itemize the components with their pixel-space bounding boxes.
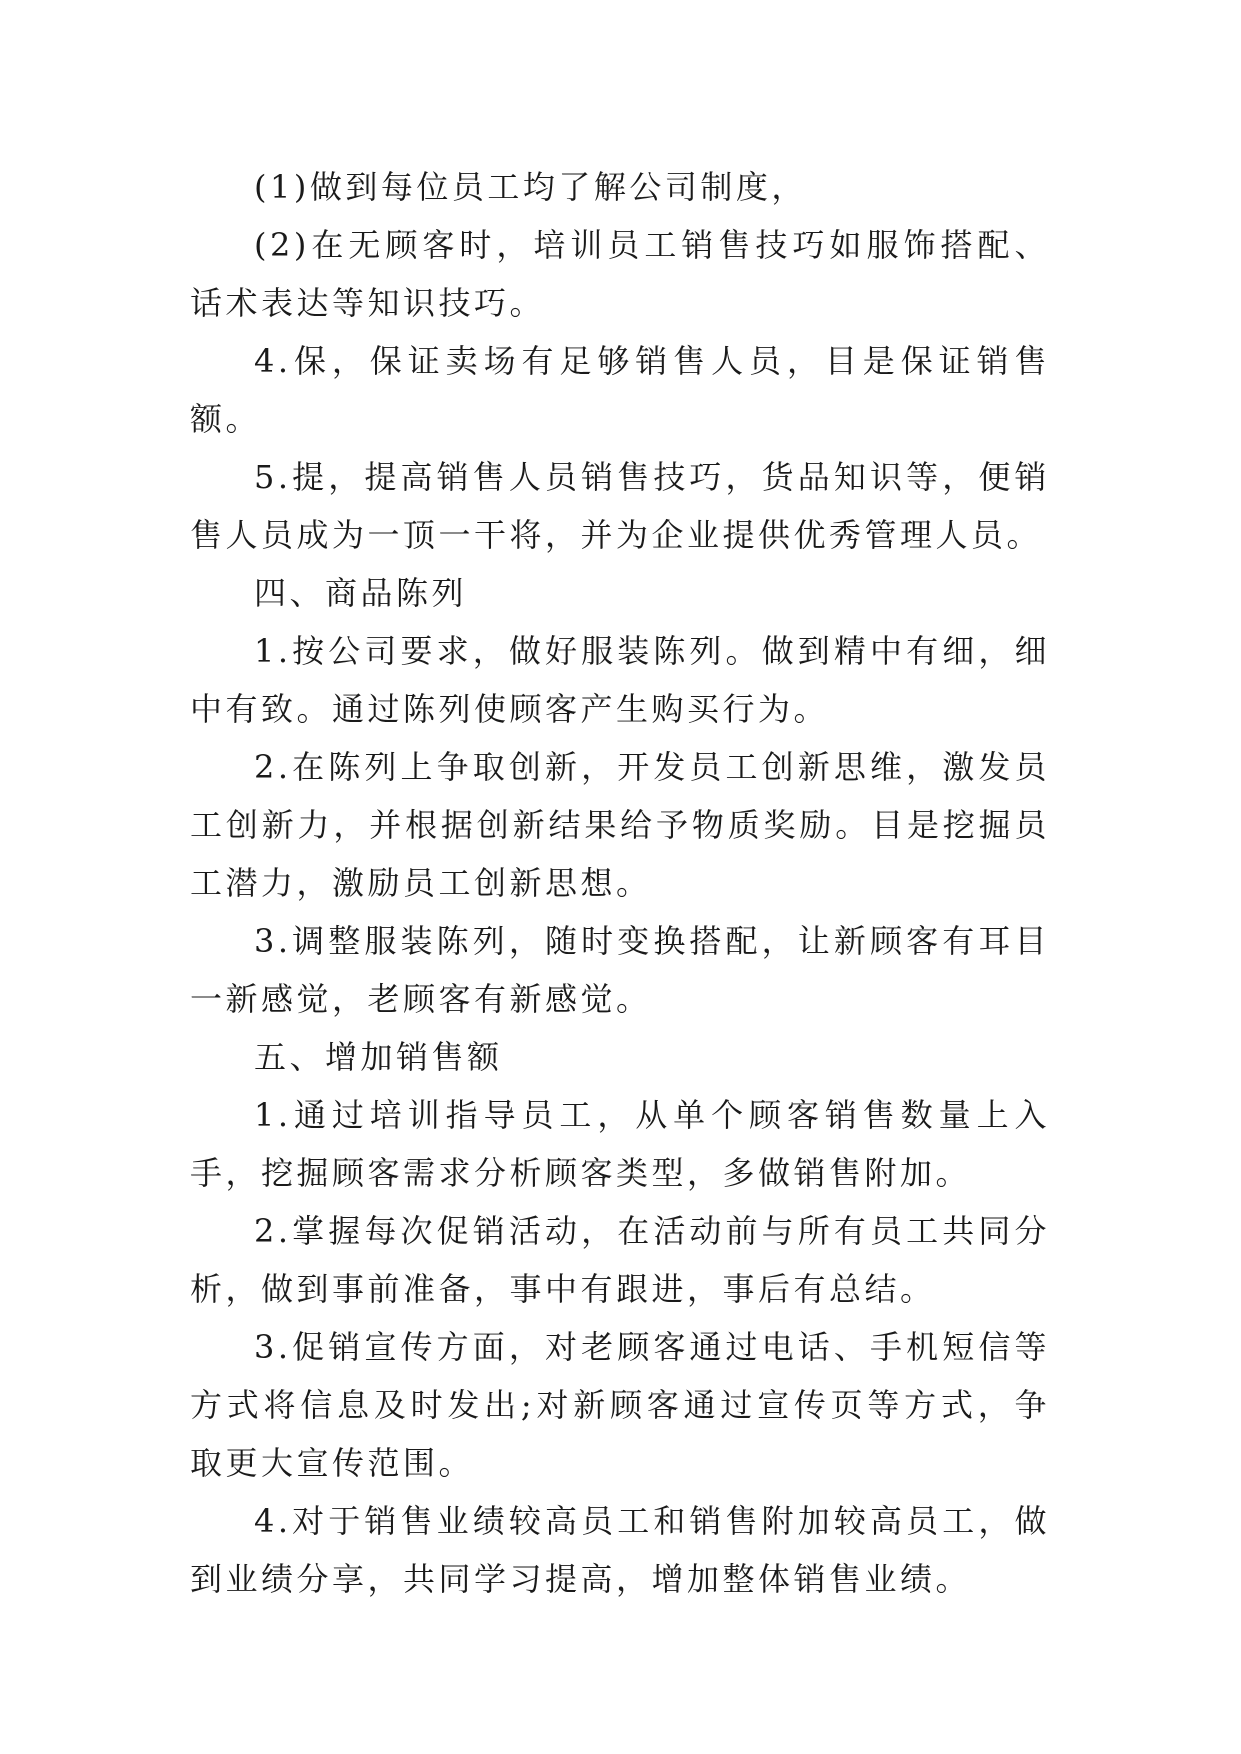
paragraph-1: (1)做到每位员工均了解公司制度， — [254, 168, 807, 206]
paragraph-7: 3.调整服装陈列，随时变换搭配，让新顾客有耳目一新感觉，老顾客有新感觉。 — [190, 922, 1050, 1018]
section-heading-4: 四、商品陈列 — [254, 574, 468, 612]
paragraph-9: 2.掌握每次促销活动，在活动前与所有员工共同分析，做到事前准备，事中有跟进，事后有总结。 — [190, 1212, 1050, 1308]
paragraph-3: 4.保，保证卖场有足够销售人员，目是保证销售额。 — [190, 342, 1050, 438]
section-heading-5: 五、增加销售额 — [254, 1038, 503, 1076]
paragraph-11: 4.对于销售业绩较高员工和销售附加较高员工，做到业绩分享，共同学习提高，增加整体销售业绩。 — [190, 1502, 1050, 1598]
paragraph-6: 2.在陈列上争取创新，开发员工创新思维，激发员工创新力，并根据创新结果给予物质奖励。目是挖掘员工潜力，激励员工创新思想。 — [190, 748, 1050, 902]
paragraph-5: 1.按公司要求，做好服装陈列。做到精中有细，细中有致。通过陈列使顾客产生购买行为。 — [190, 632, 1050, 728]
paragraph-8: 1.通过培训指导员工，从单个顾客销售数量上入手，挖掘顾客需求分析顾客类型，多做销售附加。 — [190, 1096, 1050, 1192]
paragraph-4: 5.提，提高销售人员销售技巧，货品知识等，便销售人员成为一顶一干将，并为企业提供优秀管理人员。 — [190, 458, 1050, 554]
paragraph-10: 3.促销宣传方面，对老顾客通过电话、手机短信等方式将信息及时发出;对新顾客通过宣传页等方式，争取更大宣传范围。 — [190, 1328, 1050, 1482]
paragraph-2: (2)在无顾客时，培训员工销售技巧如服饰搭配、话术表达等知识技巧。 — [190, 226, 1050, 322]
document-body — [190, 158, 1050, 1608]
